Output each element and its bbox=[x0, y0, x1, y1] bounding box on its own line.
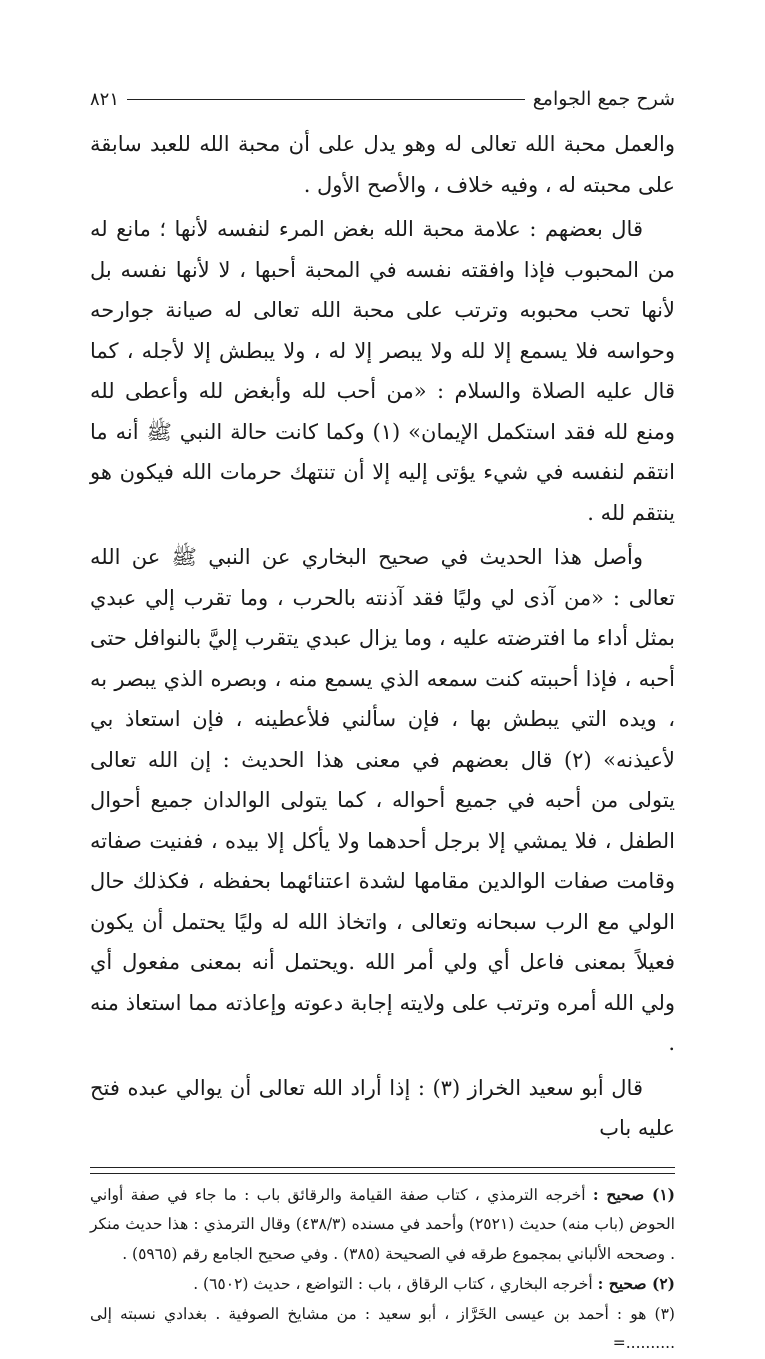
footnote-3-label: (٣) bbox=[654, 1304, 675, 1323]
footnote-3-text: هو : أحمد بن عيسى الخَرَّاز ، أبو سعيد : من مشايخ الصوفية . بغدادي نسبته إلى ..........= bbox=[90, 1304, 675, 1352]
book-page bbox=[90, 82, 675, 1359]
footnote-2 bbox=[90, 1269, 675, 1300]
header-rule bbox=[127, 99, 525, 100]
paragraph-3: وأصل هذا الحديث في صحيح البخاري عن النبي ﷺ عن الله تعالى : «من آذى لي وليًا فقد آذنته بالحرب ، وما تقرب إلي عبدي بمثل أداء ما افترضته عليه ، وما يزال عبدي يتقرب إليَّ بالنوافل حتى أحبه ، فإذا أحببته كنت سمعه الذي يسمع منه ، وبصره الذي يبصر به ، ويده التي يبطش بها ، فإن سألني فلأعطينه ، فإن استعاذ بي لأعيذنه» (٢) قال بعضهم في معنى هذا الحديث : إن الله تعالى يتولى من أحبه في جميع أحواله ، كما يتولى الوالدان جميع أحوال الطفل ، فلا يمشي إلا برجل أحدهما ولا يأكل إلا بيده ، ففنيت صفاته وقامت صفات الوالدين مقامها لشدة اعتنائهما بحفظه ، فكذلك حال الولي مع الرب سبحانه وتعالى ، واتخاذ الله له وليًا يحتمل أن يكون فعيلاً بمعنى فاعل أي ولي أمر الله .ويحتمل أنه بمعنى مفعول أي ولي الله أمره وترتب على ولايته إجابة دعوته وإعاذته مما استعاذ منه . bbox=[90, 545, 675, 1055]
footnote-divider bbox=[90, 1167, 675, 1174]
footnote-2-label: (٢) صحيح : bbox=[597, 1274, 675, 1293]
running-title: شرح جمع الجوامع bbox=[532, 88, 675, 110]
paragraph-4: قال أبو سعيد الخراز (٣) : إذا أراد الله تعالى أن يوالي عبده فتح عليه باب bbox=[90, 1075, 675, 1140]
footnotes bbox=[90, 1180, 675, 1359]
footnote-1-label: (١) صحيح : bbox=[592, 1184, 675, 1204]
page-number: ٨٢١ bbox=[90, 88, 120, 110]
footnote-2-text: أخرجه البخاري ، كتاب الرقاق ، باب : التواضع ، حديث (٦٥٠٢) . bbox=[193, 1275, 593, 1293]
paragraph-2: قال بعضهم : علامة محبة الله بغض المرء لنفسه لأنها ؛ مانع له من المحبوب فإذا وافقته نفسه في المحبة أحبها ، لا لأنها نفسه بل لأنها تحب محبوبه وترتب على محبة الله تعالى له صيانة جوارحه وحواسه فلا يسمع إلا لله ولا يبصر إلا له ، ولا يبطش إلا لأجله ، كما قال عليه الصلاة والسلام : «من أحب لله وأبغض لله وأعطى لله ومنع لله فقد استكمل الإيمان» (١) وكما كانت حالة النبي ﷺ أنه ما انتقم لنفسه في شيء يؤتى إليه إلا أن تنتهك حرمات الله فيكون هو ينتقم لله . bbox=[90, 217, 676, 525]
footnote-1-text: أخرجه الترمذي ، كتاب صفة القيامة والرقائق باب : ما جاء في صفة أواني الحوض (باب منه) حديث (٢٥٢١) وأحمد في مسنده (٤٣٨/٣) وقال الترمذي : هذا حديث منكر . وصححه الألباني بمجموع طرقه في الصحيحة (٣٨٥) . وفي صحيح الجامع رقم (٥٩٦٥) . bbox=[90, 1185, 675, 1263]
footnote-3 bbox=[90, 1300, 675, 1359]
running-header bbox=[90, 82, 675, 116]
paragraph-1: والعمل محبة الله تعالى له وهو يدل على أن محبة الله للعبد سابقة على محبته له ، وفيه خلاف ، والأصح الأول . bbox=[90, 132, 675, 197]
main-text bbox=[90, 124, 675, 1149]
footnote-1 bbox=[90, 1180, 675, 1270]
